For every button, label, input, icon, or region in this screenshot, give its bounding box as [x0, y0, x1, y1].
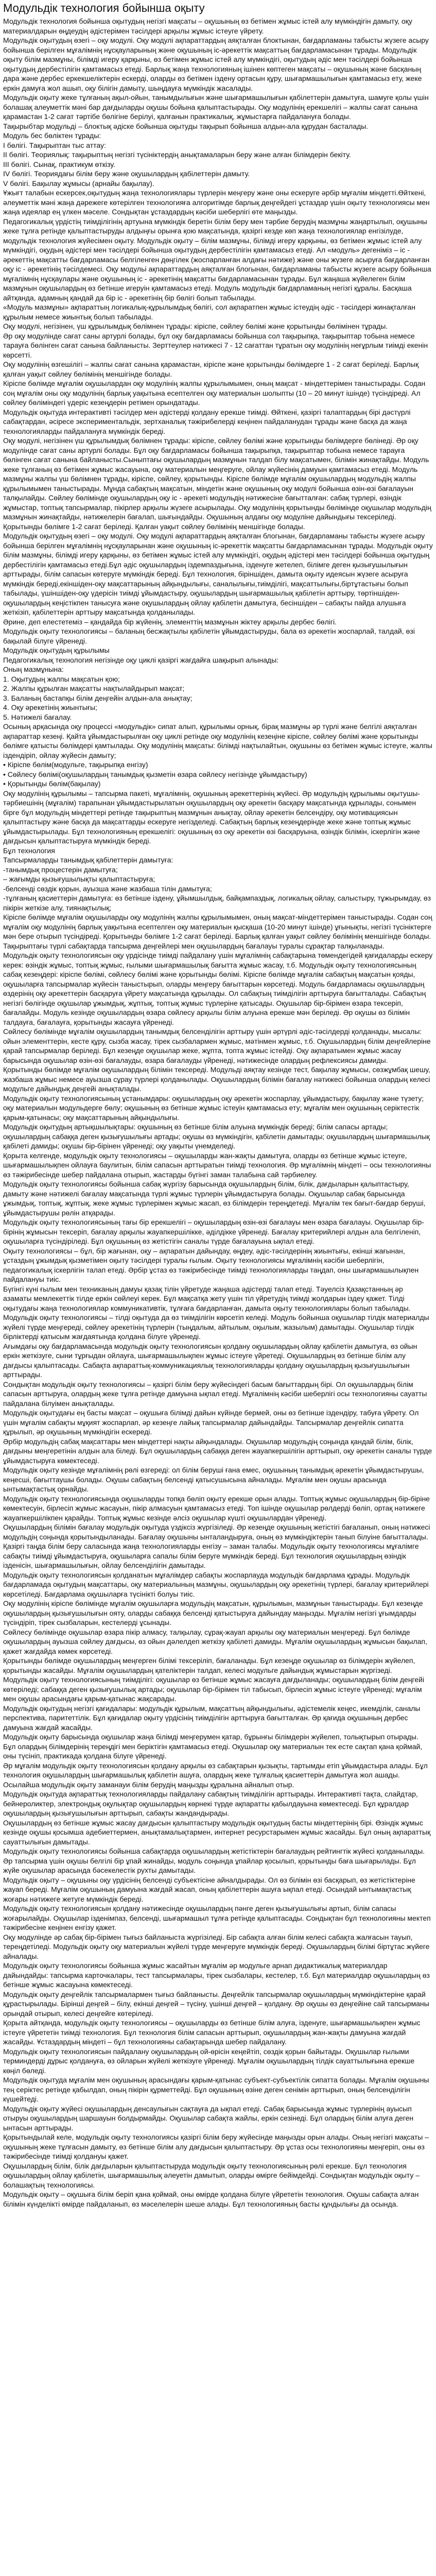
- paragraph: Оқушылардың өз бетінше жұмыс жасау дағдысын қалыптастыру модульдік оқытудың басты міндеттерінің бірі. Өзіндік жұмыс кезінде оқушы қосымша әдебиеттермен, анықтамалықтармен, интернет ресурстарымен жұмыс жасайды. Бұл оның ақпараттық сауаттылығын дамытады.: [3, 1818, 431, 1846]
- paragraph: Оқу модулі, негізінен үш құрылымдық бөлімнен тұрады: кіріспе, сөйлеу бөлімі және қорытынды бөлімдерге бөлінеді. Әр оқу модулінде сағат саны артурлі болады. Бұл оқу бағдарламасы бойынша тақырыпқа, тақырыптар тобына немесе тарауға бөлінген сағат санына байланысты.Сыныптағы оқушылардың мазмұнын талдап білу мақсатымен, білімін жинақтайды. Модуль жеке тұлғаның өз бетімен жұмыс жасауына, оқу материалын меңгеруге, ойлау жүйесінің дамуын қамтамасыз етеді. Модуль мазмұны жалпы үш бөлімнен тұрады, кіріспе, сөйлеу, қорытынды. Кіріспе бөлімде мұғалім оқушылардың модульдің жалпы құрылымымен таныстырады. Мұнда сабақтың мақсатын, міндетін және оқушының оқу модулі бойынша өзін-өзі бағалауын талқылайды. Сөйлеу бөлімінде оқушылардың оқу іс - әрекеті модульдің нәтижесіне бағытталған: сабақ түрлері, өзіндік жұмыстар, топтық тапсырмалар, пікірлер арқылы жүзеге асырылады. Оқу модулінің қорытынды бөлімінде оқушылар модульдің мазмұнын жинақтайды, нәтижелерін бағалап, шығындайды. Оқушының алдағы оқу модуліне дайындығы тексеріледі. Қорытынды бөлімге 1-2 сағат беріледі. Қалған уақыт сөйлеу бөлімінің меншігінде болады.: [3, 436, 431, 531]
- paragraph: ІV бөлігі. Теориядағы білім беру және оқушылардың қабілеттерін дамыту.: [3, 170, 250, 178]
- paragraph: Модульдік оқыту деңгейлік тапсырмалармен тығыз байланысты. Деңгейлік тапсырмалар оқушылардың мүмкіндіктеріне қарай құрастырылады. Бірінші деңгей – білу, екінші деңгей – түсіну, үшінші деңгей – қолдану. Әр оқушы өз деңгейіне сай тапсырманы орындай отырып, келесі деңгейге көтеріледі.: [3, 1990, 429, 2018]
- paragraph: 5. Нәтижелі бағалау.: [3, 713, 72, 721]
- paragraph: Модульдік оқыту – оқушыға білім беріп қана қоймай, оны өмірде қолдана білуге үйрететін технология. Оқушы сабақта алған білімін күнделікті өмірде пайдаланып, өз мәселелерін шеше алады. Бұл технологияның басты құндылығы да осында.: [3, 2190, 419, 2208]
- paragraph: • Кіріспе бөлім(модульге, тақырыпқа енгізу): [3, 760, 148, 769]
- paragraph: Оқу модулінің өзгешілігі – жалпы сағат санына қарамастан, кіріспе және қорытынды бөлімдерге 1 - 2 сағат беріледі. Барлық қалған уақыт сөйлеу бөлімінің меншігінде болады.: [3, 360, 419, 378]
- paragraph: • Қорытынды бөлім(бақылау): [3, 779, 101, 788]
- paragraph: Ағымдағы оқу бағдарламасында модульдік оқыту технологиясын қолдану оқушылардың ойлау қабілетін дамытуға, өз ойын еркін жеткізуге, сыни тұрғыдан ойлауға, шығармашылықпен жұмыс істеуге үйретеді. Оқушылардың өз бетінше білім алу дағдысы қалыптасады. Сабақта ақпараттық-коммуникациялық технологияларды қолдану оқушылардың қызығушылығын арттырады.: [3, 1342, 417, 1379]
- paragraph: Модульдік оқыту технологиясы бойынша жұмыс жасайтын мұғалім әр модульге арнап дидактикалық материалдар дайындайды: тапсырма карточкалары, тест тапсырмалары, тірек сызбалары, кестелер, т.б. Бұл материалдар оқушылардың өз бетінше жұмыс жасауына көмектеседі.: [3, 1961, 430, 1989]
- paragraph: Модульдік оқыту жеке тұлғаның ақыл-ойын, танымдылығын және шығармашылығын қабілеттерін дамытуға, шамуге қолы үшін болашақ алеуметтік мәні бар дағдыларды оқушы бойына қалыптастырады. Оқу модулінің ерекшелігі – жалпы сағат санына қарамастан 1-2 сағат тәртібе бөлігіне берілуі, қалғанын практикалық, жұмыстарға пайдалануға болады.: [3, 93, 429, 121]
- paragraph: Әр мұғалім модульдік оқыту технологиясын қолдану арқылы өз сабақтарын қызықты, тартымды етіп ұйымдастыра алады. Бұл технология оқушылардың шығармашылық қабілетін ашуға, олардың жеке тұлғалық қасиеттерін дамытуға жол ашады. Осылайша модульдік оқыту заманауи білім берудің маңызды құралына айналып отыр.: [3, 1761, 428, 1789]
- paragraph: Бүгінгі күні ғылым мен техниканың дамуы қазақ тілін үйретуде жаңаша әдістерді талап етеді. Тәуелсіз Қазақстанның әр азаматы мемлекеттік тілде еркін сөйлеуі керек. Бұл мақсатқа жету үшін тіл үйретудің тиімді жолдарын іздеу қажет. Тілді оқытудағы жаңа технологиялар коммуникативтік, тұлғаға бағдарланған, дамыта оқыту технологиялары болып табылады.: [3, 1284, 411, 1312]
- paragraph: Қазіргі таңда білім беру саласында жаңа технологияларды енгізу – заман талабы. Модульдік оқыту технологиясы мұғалімге сабақты тиімді ұйымдастыруға, оқушыларға сапалы білім беруге мүмкіндік береді. Бұл технология оқушылардың өзіндік ізденісін, шығармашылығын, ойлау белсенділігін дамытады.: [3, 1542, 419, 1569]
- paragraph: Қорытынды бөлімде мұғалім оқушылардың білімін тексереді. Модульді аяқтау кезінде тест, бақылау жұмысы, сөзжұмбақ шешу, жазбаша жұмыс немесе ауызша сұрау түрлері қолданылады. Оқушылардың білімін бағалау нәтижесі бойынша олардың келесі модульге дайындық деңгейі анықталады.: [3, 1065, 430, 1093]
- paragraph: Модульдік оқытудағы ең басты мақсат – оқушыға білімді дайын күйінде бермей, оны өз бетінше іздендіру, табуға үйрету. Ол үшін мұғалім сабақты мұқият жоспарлап, әр кезеңге лайық тапсырмалар дайындайды. Тапсырмалар деңгейлік сипатта құрылып, әр оқушының мүмкіндігін ескереді.: [3, 1409, 419, 1436]
- paragraph: Қорыта келгенде, модульдік оқыту технологиясы – оқушыларды жан-жақты дамытуға, оларды өз бетінше жұмыс істеуге, шығармашылықпен ойлауға баулитын, білім сапасын арттыратын тиімді технология. Әр мұғалімнің міндеті – осы технологияны өз тәжірибесінде шебер пайдалана отырып, жастарды бүгінгі заман талабына сай тәрбиелеу.: [3, 1151, 431, 1179]
- paragraph: Оқу модулінің кіріспе бөлімінде мұғалім оқушыларға модульдің мақсатын, құрылымын, мазмұнын таныстырады. Бұл кезеңде оқушылардың қызығушылығын ояту, оларды сабаққа белсенді қатыстыруға дайындау маңызды. Мұғалім негізгі ұғымдарды түсіндіріп, тірек сызбаларын, кестелерді ұсынады.: [3, 1599, 423, 1626]
- paragraph: Кіріспе бөлімде мұғалім оқушылардан оқу модулінің жалпы құрылымымен, оның мақсат - міндеттерімен таныстырады. Содан соң мұғалім оны оқу модулінің барлық уақытына есептелген оқу материалын шолыпты (10 – 20 минут ішінде) түсіндіреді. Ал сөйлеу бөліміндегі үдеріс кезеңдерін ретімен орындатады.: [3, 379, 426, 406]
- paragraph: V бөлігі. Бақылау жұмысы (арнайы бақылау).: [3, 179, 154, 188]
- paragraph: Оқушылардың білімін бағалау модульдік оқытуда үздіксіз жүргізіледі. Әр кезеңде оқушының жетістігі бағаланып, оның нәтижесі модульдің соңында қорытындыланады. Бағалау оқушыны ынталандыруға, оның өз мүмкіндіктерін танып білуіне бағытталады.: [3, 1523, 430, 1541]
- paragraph: Модульдік оқыту технологиясының тиімділігі: оқушылар өз бетінше жұмыс жасауға дағдыланады; оқушылардың білім деңгейі көтеріледі; сабаққа деген қызығушылық артады; оқушылар бір-бірімен тіл табысып, бірлесіп жұмыс істеуге үйренеді; мұғалім мен оқушы арасындағы қарым-қатынас жақсарады.: [3, 1675, 425, 1703]
- paragraph: Осының арқасында оқу процессі «модульдік» сипат алып, құрылымы орнық, бірақ мазмұны әр түрлі және белгілі аяқталған ақпараттар кезеңі. Қайта ұйымдастырылған оқу циклі ретінде оқу модулінің кезеңіне кіріспе, сөйлеу бөлімі және қорытынды бөлімге қатысты бөлімдері қамтылады. Оқу модулінің мақсаты: білімді нақтылайтын, оқушыны өз бетімен жұмыс істеуге, жалпы іздендіріп, ойлау жүйесін дамыту;: [3, 722, 432, 759]
- paragraph: Кіріспе бөлімде мұғалім оқушыларды оқу модулінің жалпы құрылымымен, оның мақсат-міндеттерімен таныстырады. Содан соң мұғалім оқу модулінің барлық уақытына есептелген оқу материалын қысқаша (10-20 минут ішінде) ұғынықты, негізгі түсініктерге мән бере отырып түсіндіреді. Қорытынды бөлімге 1-2 сағат беріледі. Барлық қалған уақыт сөйлеу бөлімінің меншігінде болады. Тақырыптағы түрлі сабақтарда тапсырма деңгейлері мен оқушылардың бағалауы туралы сұрақтар талқыланады.: [3, 913, 432, 950]
- paragraph: Модульдік оқыту технологиясын оқу үрдісінде тиімді пайдалану үшін мұғалімнің сабақтарына төмендегідей қағидаларды ескеру керек: өзіндік жұмыс, топтық жұмыс, ғылыми шығармашылық бағытта жұмыс жасау, т.б. Модульдік оқыту технологиясының сабақ кезеңдері: кіріспе бөлімі, сөйлесу бөлімі және қорытынды бөлімі. Кіріспе бөлімде мұғалім сабақтың мақсатын қояды, оқушыларға тапсырмалар жүйесін таныстырып, оларды меңгеру бағыттарын көрсетеді. Модуль бағдарламасы оқушылардың өздерінің оқу әрекеттерін басқаруға үйрету мақсатында құрылады. Ол сабақтың тиімділігін арттыруға бағытталады. Сабақтың негізгі бөлігінде оқушылар ұжымдық, жұптық, топтық жұмыс түрлеріне қатысады. Оқушылар бір-бірімен өзара тексеріп, бағалайды. Модуль кезінде оқушылардың өзара сөйлесу арқылы білім алуына ерекше мән беріледі. Әр оқушы өз білімін талдауға, бағалауға, қорытынды жасауға үйренеді.: [3, 951, 433, 1026]
- paragraph: Сөйлесу бөлімінде оқушылар өзара пікір алмасу, талқылау, сұрақ-жауап арқылы оқу материалын меңгереді. Бұл бөлімде оқушылардың ауызша сөйлеу дағдысы, өз ойын дәлелдеп жеткізу қабілеті дамиды. Мұғалім оқушылардың жұмысын бақылап, қажет жағдайда көмек көрсетеді.: [3, 1628, 427, 1655]
- paragraph: – жағымды қызығушылықты қалыптастыруға;: [3, 875, 155, 883]
- paragraph: Ұжығт талабын ескерсек,оқытудың жаңа технологиялары түрлерін меңгеру және оны ескеруге әрбір мұғалім міндетті.Өйткені, әлеуметтік мәні жаңа дәрежеге көтерілген технологияға алгоритімде барлық деңгейдегі ұстаздар үшін оқыту технологиясы мен жаңа идеялар ең үлкен мәселе. Сондықтан ұстаздардың кәсіби шеберлігі өте маңызды.: [3, 189, 430, 216]
- paragraph: Модульдік технология бойынша оқытудың негізгі мақсаты – оқушының өз бетімен жұмыс істей алу мүмкіндігін дамыту, оқу материалдарын өңдеудің әдістерімен тәсілдері арқылы жұмыс істеуге үйрету.: [3, 17, 412, 35]
- paragraph: Модульдік оқыту технологиясы бойынша сабақ жүргізу барысында оқушылардың білім, білік, дағдыларын қалыптастыру, дамыту және нәтижелі бағалау мақсатында түрлі жұмыс түрлерін ұйымдастыруға болады. Оқушылар сабақ барысында ұжымдық, топтық, жұптық, жеке жұмыс түрлерімен жұмыс жасап, өз білімдерін тереңдетеді. Мұғалім тек бағыт-бағдар беруші, ұйымдастырушы рөлін атқарады.: [3, 1180, 426, 1217]
- paragraph: Сондықтан модульдік оқыту технологиясы – қазіргі білім беру жүйесіндегі басым бағыттардың бірі. Ол оқушылардың білім сапасын арттыруға, олардың жеке тұлға ретінде дамуына ықпал етеді. Мұғалімнің кәсіби шеберлігі осы технологияны сауатты пайдалана білуімен анықталады.: [3, 1380, 427, 1408]
- paragraph: Оның мазмұнына:: [3, 665, 64, 673]
- paragraph: Бұл технология: [3, 846, 55, 855]
- paragraph: • Сөйлесу бөлімі(оқушылардың танымдық қызметін өзара сөйлесу негізінде ұйымдастыру): [3, 770, 307, 778]
- paragraph: Модульдік оқытудың өзегі – оқу модулі. Оқу модулі ақпараттардың аяқталған блоктынан, бағдарламаны табысты жүзеге асыру бойынша берілген мұғалімнің нұсқауларының және оқушының іс-әрекеттік мақсаттың бағдарламасынан тұрады. Модульдік оқыту білім мазмұны, білімді игеру қарқыны, өз бетімен жұмыс істей алу мүмкіндігі, оқытудың әдіс мен тәсілдері бойынша оқытудың дербестілігін қамтамасыз етеді. Барлық жаңа технологияның ішінен көптеген мақсаты – оқушының және басқаның дара және дербес еркекшеліктерін ескерді, оларды өз бетімен іздену ортасын құру, шығармашылығын қамтамасыз ету, жеке еркін дамуға жол ашып, оқу білігін дамыту, шыңдауға мүмкіндік жасалады.: [3, 36, 429, 92]
- paragraph: Модульдік оқыту технологиясының ұстанымдары: оқушылардың оқу әрекетін жоспарлау, ұйымдастыру, бақылау және түзету; оқу материалын модульдерге бөлу; оқушының өз бетінше жұмыс істеуін қамтамасыз ету; мұғалім мен оқушының серіктестік қарым-қатынасы; оқу мақсаттарының айқындылығы.: [3, 1094, 424, 1122]
- paragraph: Модульдік оқыту технологиясы бойынша сабақтарда оқушылардың жетістіктерін бағалаудың рейтингтік жүйесі қолданылады. Әр тапсырма үшін оқушы белгілі бір ұпай жинайды, модуль соңында ұпайлар қосылып, қорытынды баға шығарылады. Бұл жүйе оқушылар арасында бәсекелестік рухты дамытады.: [3, 1847, 425, 1874]
- paragraph: 4. Оқу әрекетінің жиынтығы;: [3, 703, 97, 711]
- paragraph: Оқыту технологиясы – бұл, бір жағынан, оқу – ақпаратын дайындау, өңдеу, әдіс-тәсілдерінің жиынтығы, екінші жағынан, ұстаздың ұжымдық қызметімен оқыту тәсілдері туралы ғылым. Оқыту технологиясы мұғалімнің кәсіби шеберлігін, педагогикалық іскерлігін талап етеді. Әрбір ұстаз өз тәжірибесінде тиімді технологияларды таңдап, оны шығармашылықпен пайдалануы тиіс.: [3, 1246, 419, 1283]
- paragraph: Модульдік оқытуда интерактивті тәсілдер мен әдістерді қолдану ерекше тиімді. Өйткені, қазіргі талаптардың бірі дәстүрлі сабақтардан, әсіресе экспериментальдік, зертханалық тәжірибелерді кеңінен пайдаланудан тұрады және басқа да жаңа технологияларды пайдалануға мүмкіндік береді.: [3, 408, 411, 435]
- paragraph: І бөлігі. Тақырыптан тыс аттау:: [3, 141, 106, 149]
- paragraph: Әрине, деп елестетеміз – қандайда бір жүйенің, элементтің мазмұнын жіктеу арқылы дербес бөлігі.: [3, 617, 337, 626]
- paragraph: Модуль бес бөліктен тұрады:: [3, 131, 101, 140]
- paragraph: 2. Жалпы құрылған мақсатты нақтылайдырып мақсат;: [3, 684, 185, 692]
- paragraph: Модульдік оқытудың өзегі – оқу модулі. Оқу модулі ақпараттардың аяқталған блогынан, бағдарламаны табысты жүзеге асыру бойынша берілген мұғалімнің нұсқауларынан және оқушының іс-әрекеттік мақсатты бағдарламасынан тұрады. Модульдік оқыту білім мазмұны, білімді игеру қарқыны, өз бетімен жұмыс істей алу мүмкіндігі, оқудың әдістері мен тәсілдері бойынша оқытудың дербестілігін қамтамасыз етеді.Бұл әдіс оқушылардың іздемпаздығына, ізденуге жетелеп, білімге деген қызығушылығын арттырады, білім сапасын көтеруге мүмкіндік береді. Бұл технология, біріншіден, дамыта оқыту идеясын жүзеге асыруға мүмкіндік береді,екіншіден-оқу мақсаттарының айқындылығы, саналылығы,тиімділігі, мақсаттылығы,біртұтастығы болып табылады, үшіншіден-оқу үдерісін тиімді ұйымдастыру, оқушылардың шығармашылық қабілетін арттыру, төртіншіден-оқушылардың кеңістікпен танысуға және оқушылардың ойлау қабілетін дамытуға, бесіншіден – сабақты пайда алушыға жеткізіп, қабілеттерін арттыру мақсатында қолданылады.: [3, 532, 433, 616]
- paragraph: Оқу модулінде әр сабақ бір-бірімен тығыз байланыста жүргізіледі. Бір сабақта алған білім келесі сабақта жалғасын тауып, тереңдетіледі. Модульдік оқыту оқу материалын жүйелі түрде меңгеруге мүмкіндік береді. Оқушылардың білімі біртұтас жүйеге айналады.: [3, 1933, 430, 1960]
- paragraph: Модульдік оқыту технологиясын қолдану нәтижесінде оқушылардың пәнге деген қызығушылығы артып, білім сапасы жоғарылайды. Оқушылар ізденімпаз, белсенді, шығармашыл тұлға ретінде қалыптасады. Сондықтан бұл технологияны мектеп тәжірибесіне кеңінен енгізу қажет.: [3, 1904, 431, 1931]
- paragraph: Модульдік оқыту кезінде мұғалімнің рөлі өзгереді: ол білім беруші ғана емес, оқушының танымдық әрекетін ұйымдастырушы, кеңесші, бағыттаушы болады. Оқушы сабақтың белсенді қатысушысына айналады. Мұғалім мен оқушы арасында ынтымақтастық орнайды.: [3, 1466, 424, 1493]
- paragraph: Тақырыбтар модульді – блоктық әдіске бойынша оқытуды тақырып бойынша алдын-ала құрудан басталады.: [3, 122, 369, 130]
- paragraph: 1. Оқытудың жалпы мақсатын қою;: [3, 674, 120, 683]
- paragraph: -тұлғаның қасиеттерін дамытуға: өз бетінше іздену, ұйымшылдық, байқампаздық, логикалық ойлау, салыстыру, тұжырымдау, өз пікірін жеткізе алу, тиянақтылық;: [3, 894, 431, 912]
- paragraph: Модульдік оқыту технологиясы – баланың бесжақтылы қабілетін ұйымдастыруды, бала өз әрекетін жоспарлай, талдай, өзі бақылай білуге үйренеді.: [3, 627, 415, 645]
- paragraph: Модульдік оқыту технологиясының тағы бір ерекшелігі – оқушылардың өзін-өзі бағалауы мен өзара бағалауы. Оқушылар бір-бірінің жұмысын тексеріп, бағалау арқылы жауапкершілікке, әділдікке үйренеді. Бағалау критерийлері алдын ала белгіленіп, оқушыларға түсіндіріледі. Бұл оқушының өз жетістігін саналы түрде бағалауына ықпал етеді.: [3, 1218, 424, 1245]
- paragraph: Модульдік оқыту барысында оқушылар жаңа білімді меңгерумен қатар, бұрынғы білімдерін жүйелеп, толықтырып отырады. Бұл олардың білімдерінің тереңдігі мен беріктігін қамтамасыз етеді. Оқушылар оқу материалын тек есте сақтап қана қоймай, оны түсініп, практикада қолдана білуге үйренеді.: [3, 1733, 423, 1760]
- paragraph: Модульдік оқыту жүйесі оқушылардың денсаулығын сақтауға да ықпал етеді. Сабақ барысында жұмыс түрлерінің ауысып отыруы оқушылардың шаршауын болдырмайды. Оқушылар сабақта жайлы, еркін сезінеді. Бұл олардың білім алуға деген ынтасын арттырады.: [3, 2104, 414, 2132]
- paragraph: Модульдік оқыту – оқушыны оқу үрдісінің белсенді субъектісіне айналдырады. Ол өз білімін өзі басқарып, өз жетістіктеріне жауап береді. Мұғалім оқушының дамуына жағдай жасап, оның қабілеттерін ашуға ықпал етеді. Осындай ынтымақтастық жоғары нәтижеге жетуге мүмкіндік береді.: [3, 1875, 415, 1903]
- paragraph: Қорытынды бөлімде оқушылардың меңгерген білімі тексеріліп, бағаланады. Бұл кезеңде оқушылар өз білімдерін жүйелеп, қорытынды жасайды. Мұғалім оқушылардың қателіктерін талдап, келесі модульге дайындық жұмыстарын жүргізеді.: [3, 1656, 415, 1674]
- paragraph: Тапсырмаларды танымдық қабілеттерін дамытуға:: [3, 856, 173, 864]
- paragraph: Оқу модулінің құрылымы – тапсырма пакеті, мұғалімнің, оқушының әрекеттерінің жүйесі. Әр модульдің құрылымы оқытушы-тәрбиешінің (мұғалім) тарапынан ұйымдастырылатын оқушылардың оқу әрекетін басқару мақсатында құрылады, сонымен бірге бұл модульдің міндеттері ретінде тақырыптың мазмұнын анықтау, ойлау әрекетін белсендіру, оқу мотивациясын қалыптастыру және басқа да мақсаттарды ескеруге негізделеді. Сабақтың барлық кезеңдерінде жеке және топтық жұмыс ұйымдастырылады. Бұл технологияның ерекшелігі: оқушының өз оқу әрекетін өзі басқаруына, өзіндік білімін, іскерлігін және дағдысын қалыптастыруға мүмкіндік береді.: [3, 789, 420, 845]
- paragraph: Педагогикалық үрдістің тиімділігінің артуына мүмкіндік беретін білім беру мен тәрбие берудің мазмұны жаңартылып, оқушыны жеке тұлға ретінде қалыптастыруды алдыңғы орынға қою мақсатында, қазіргі кезде көп жаңа технологиялар енгізілуде, модульдік технология жүйесімен оқыту. Модульдік оқыту – білім мазмұны, білімді игеру қарқыны, өз бетімен жұмыс істей алу мүмкіндігі, оқудың әдістері мен тәсілдері бойынша оқытудың дербестілігін қамтамасыз етеді. Ал «модуль» дегеніміз – іс - әрекеттің мақсатты бағдарламасы белгіленген дөңгілек (жоспарланған алдағы нәтиже) және оны жүзеге асыруға бағдарланған оқу іс - әрекетінің тәсілдемесі. Оқу модульі ақпараттардың аяқталған блогынан, бағдарламаны табысты жүзеге асыру бойынша мұғалімнің нұсқаулары және оқушының іс - әрекетінің мақсатты бағдарламасынан тұрады. Бұл жаңаша жүйелеген білім мазмұнын оқушылардың өз бетінше игеруін қамтамасыз етеді. Модуль модульдік бағдарламаның негізгі құралы. Басқаша айтқанда, адамның қандай да бір іс - әрекетінің бір бөлігі болып табылады.: [3, 217, 431, 302]
- article-body: [3, 16, 433, 2209]
- paragraph: ІІ бөлігі. Теориялық: тақырыптың негізгі түсініктердің анықтамаларын беру және алған білімдерін бекіту.: [3, 150, 351, 159]
- page-title: Модульдік технология бойынша оқыту: [3, 2, 205, 14]
- paragraph: Модульдік оқытуда ақпараттық технологияларды пайдалану сабақтың тиімділігін арттырады. Интерактивті тақта, слайдтар, бейнероликтер, электрондық оқулықтар оқушылардың көрнекі түрде ақпаратты қабылдауына көмектеседі. Бұл құралдар оқушылардың қызығушылығын арттырып, сабақты жандандырады.: [3, 1790, 418, 1817]
- paragraph: Оқушылардың білім, білік дағдыларын қалыптастыруда модульдік оқыту технологиясының рөлі ерекше. Бұл технология оқушылардың ойлау қабілетін, шығармашылық әлеуетін дамытып, оларды өмірге бейімдейді. Сондықтан модульдік оқыту – болашақтың технологиясы.: [3, 2161, 420, 2189]
- paragraph: Қорытындылай келе, модульдік оқыту технологиясы қазіргі білім беру жүйесінде маңызды орын алады. Оның негізгі мақсаты – оқушының жеке тұлғасын дамыту, өз бетінше білім алу дағдысын қалыптастыру. Әр ұстаз осы технологияны меңгеріп, оны өз тәжірибесінде тиімді қолдануы қажет.: [3, 2133, 429, 2160]
- paragraph: Қорыта айтқанда, модульдік оқыту технологиясы – оқушыларды өз бетінше білім алуға, ізденуге, шығармашылықпен жұмыс істеуге үйрететін тиімді технология. Бұл технология білім сапасын арттырып, оқушылардың жан-жақты дамуына жағдай жасайды. Ұстаздардың міндеті – бұл технологияны сабақтарында шебер пайдалану.: [3, 2019, 421, 2046]
- paragraph: Педагогикалық технология негізінде оқу циклі қазіргі жағдайға шақырып алынады:: [3, 655, 279, 664]
- paragraph: -танымдық процестерін дамытуға;: [3, 865, 118, 874]
- paragraph: Модульдік оқыту технологиясы – тілді оқытуда да өз тиімділігін көрсетіп келеді. Модуль бойынша оқушылар тілдік материалды жүйелі түрде меңгереді, сөйлеу әрекетінің түрлерін (тыңдалым, айтылым, оқылым, жазылым) дамытады. Оқушылар тілдік бірліктерді қатысым жағдаятында қолдана білуге үйренеді.: [3, 1313, 429, 1341]
- paragraph: Модульдік оқытудың құрылымы: [3, 646, 110, 654]
- paragraph: Оқу модулі, негізінен, үш құрылымдық бөлімнен тұрады: кіріспе, сөйлеу бөлімі және қорытынды бөлімінен тұрады.: [3, 322, 388, 330]
- paragraph: 3. Баланың бастапқы білім деңгейін алдын-ала анықтау;: [3, 693, 193, 702]
- paragraph: «Модуль мазмұны» ақпараттың логикалық-құрылымдық бөлігі, сол ақпаратпен жұмыс істеудің әдіс - тәсілдері жинақталған құрылым немесе жиынтық болып табылады.: [3, 303, 415, 321]
- paragraph: Әрбір модульдің сабақ мақсаттары мен міндеттері нақты айқындалады. Оқушылар модульдің соңында қандай білім, білік, дағдыны меңгеретінін алдын ала біледі. Бұл оқушылардың сабаққа деген жауапкершілігін арттырып, оқу әрекетін саналы түрде ұйымдастыруға көмектеседі.: [3, 1437, 432, 1465]
- paragraph: Модульдік оқыту технологиясын қолданатын мұғалімдер сабақты жоспарлауда модульдік бағдарлама құрады. Модульдік бағдарламада оқытудың мақсаттары, оқу материалының мазмұны, оқушылардың оқу әрекетінің түрлері, бағалау критерийлері көрсетіледі. Бағдарлама оқушыларға түсінікті болуы тиіс.: [3, 1570, 429, 1598]
- paragraph: Әр оқу модулінде сағат саны артурлі болады, бұл оқу бағдарламасы бойынша сол тақырыпқа, тақырыптар тобына немесе тарауға бөлінген сағат санына байланысты. Зерттеулер нәтижесі 7 - 12 сағаттан тұратын оқу модулінің неғұрлым тиімді екенін көрсетті.: [3, 331, 428, 359]
- paragraph: Сөйлесу бөлімінде мұғалім оқушылардың танымдық белсенділігін арттыру үшін әртүрлі әдіс-тәсілдерді қолданады, мысалы: ойын элементтерін, кесте құру, сызба жасау, тірек сызбалармен жұмыс, мәтінмен жұмыс, т.б. Оқушылардың білім деңгейлеріне қарай тапсырмалар беріледі. Бұл кезеңде оқушылар жеке, жұпта, топта жұмыс істейді. Оқу ақпаратымен жұмыс жасау барысында оқушылар өзін-өзі бағалауды, өзара бағалауды үйренеді, нәтижесінде олардың рефлексиясы дамиды.: [3, 1027, 431, 1064]
- paragraph: Модульдік оқыту технологиясында оқушыларды топқа бөліп оқыту ерекше орын алады. Топтық жұмыс оқушылардың бір-біріне көмектесуін, бірлесіп жұмыс жасауын, пікір алмасуын қамтамасыз етеді. Топ ішінде оқушылар рөлдерді бөліп, ортақ нәтижеге жауапкершілікпен қарайды. Топтық жұмыс кезінде әлсіз оқушылар күшті оқушылардан үйренеді.: [3, 1494, 430, 1522]
- paragraph: Модульдік оқытудың артықшылықтары: оқушының өз бетінше білім алуына мүмкіндік береді; білім сапасы артады; оқушылардың сабаққа деген қызығушылығы артады; оқушы өз мүмкіндігін, қабілетін дамытады; оқушылардың шығармашылық қабілеті дамиды; оқушы бір-бірінен үйренеді; оқу уақыты үнемделеді.: [3, 1123, 430, 1150]
- paragraph: Модульдік оқытудың негізгі қағидалары: модульдік құрылым, мақсаттың айқындылығы, әдістемелік кеңес, икемділік, саналы перспектива, паритеттілік. Бұл қағидалар оқыту үрдісінің тиімділігін арттыруға бағытталған. Әр қағида оқушының дербес дамуына жағдай жасайды.: [3, 1704, 421, 1732]
- paragraph: Модульдік оқытуда мұғалім мен оқушының арасындағы қарым-қатынас субъект-субъектілік сипатта болады. Мұғалім оқушыны тең серіктес ретінде қабылдап, оның пікірін құрметтейді. Бұл оқушының өзіне деген сенімін арттырып, оның белсенділігін күшейтеді.: [3, 2076, 429, 2103]
- paragraph: Модульдік оқыту технологиясын пайдалану оқушылардың ой-өрісін кеңейтіп, сөздік қорын байытады. Оқушылар ғылыми терминдерді дұрыс қолдануға, өз ойларын жүйелі жеткізуге үйренеді. Мұғалім оқушылардың тілдік сауаттылығына ерекше көңіл бөледі.: [3, 2047, 415, 2075]
- paragraph: ІІІ бөлігі. Сынақ, практикум өткізу.: [3, 160, 115, 168]
- paragraph: -белсенді сөздік қорын, ауызша және жазбаша тілін дамытуға;: [3, 884, 212, 893]
